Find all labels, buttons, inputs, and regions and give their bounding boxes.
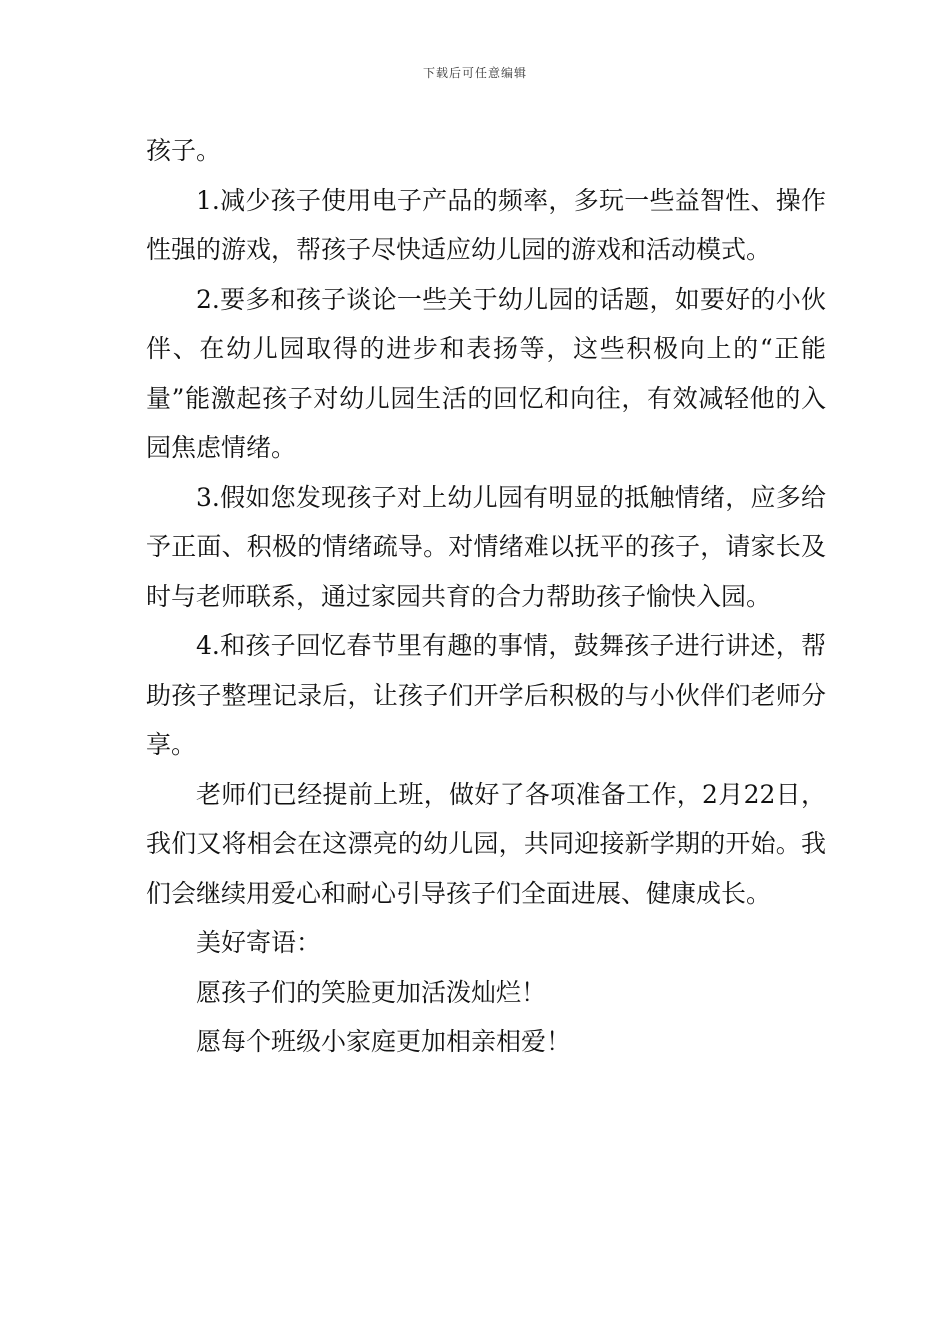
paragraph-closing: 老师们已经提前上班，做好了各项准备工作，2月22日，我们又将相会在这漂亮的幼儿园，共同迎接新学期的开始。我们会继续用爱心和耐心引导孩子们全面进展、健康成长。 — [146, 779, 826, 908]
wish-line-2: 愿每个班级小家庭更加相亲相爱！ — [196, 1027, 572, 1056]
wishes-heading: 美好寄语： — [196, 928, 322, 957]
paragraph-continuation: 孩子。 — [146, 136, 222, 165]
document-body — [146, 126, 826, 1067]
paragraph-item-3: 3.假如您发现孩子对上幼儿园有明显的抵触情绪，应多给予正面、积极的情绪疏导。对情绪难以抚平的孩子，请家长及时与老师联系，通过家园共育的合力帮助孩子愉快入园。 — [146, 482, 826, 611]
paragraph-item-2: 2.要多和孩子谈论一些关于幼儿园的话题，如要好的小伙伴、在幼儿园取得的进步和表扬等，这些积极向上的“正能量”能激起孩子对幼儿园生活的回忆和向往，有效减轻他的入园焦虑情绪。 — [146, 284, 826, 462]
paragraph-item-4: 4.和孩子回忆春节里有趣的事情，鼓舞孩子进行讲述，帮助孩子整理记录后，让孩子们开学后积极的与小伙伴们老师分享。 — [146, 631, 826, 759]
wish-line-1: 愿孩子们的笑脸更加活泼灿烂！ — [196, 977, 547, 1007]
page-header: 下载后可任意编辑 — [422, 66, 527, 80]
paragraph-item-1: 1.减少孩子使用电子产品的频率，多玩一些益智性、操作性强的游戏，帮孩子尽快适应幼儿园的游戏和活动模式。 — [146, 185, 826, 264]
